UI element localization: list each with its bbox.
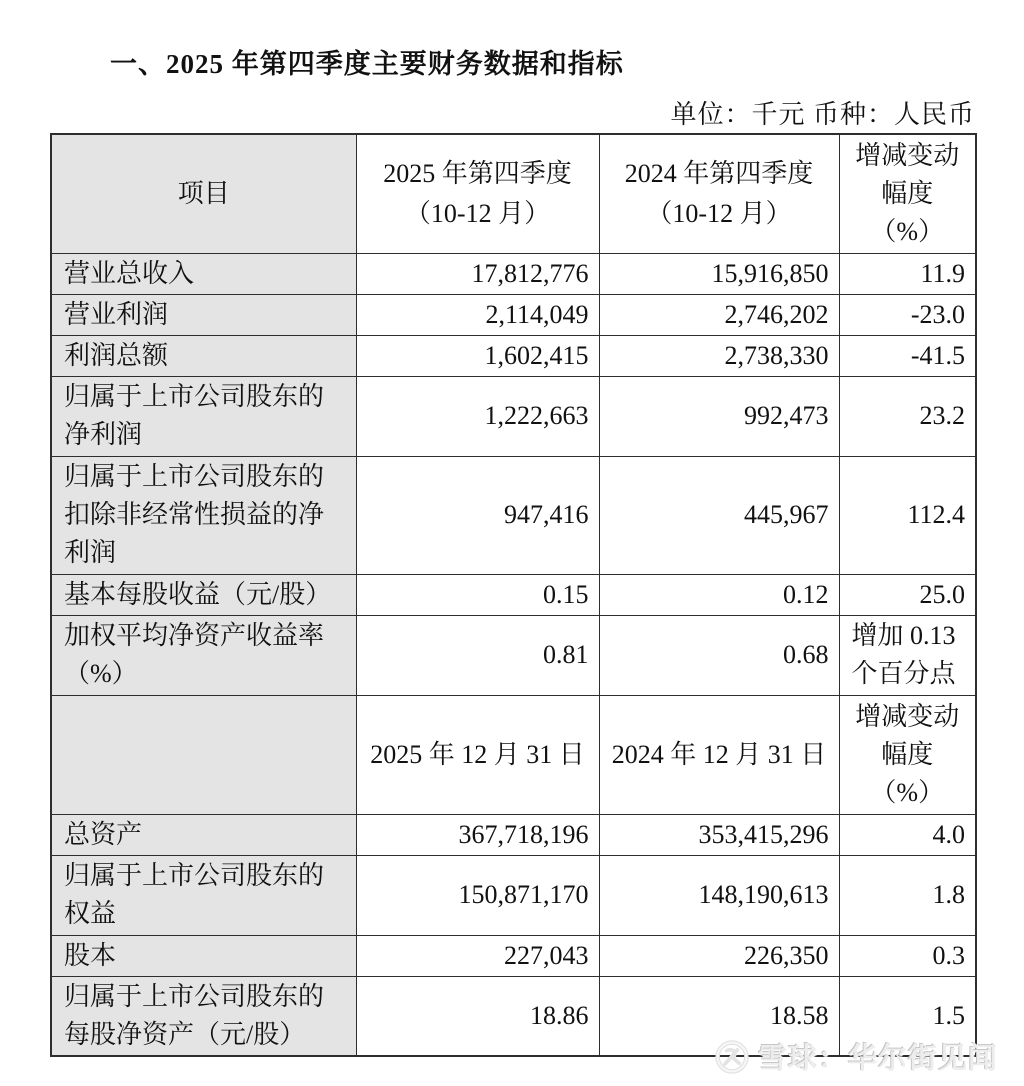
- row-value-2024: 15,916,850: [599, 253, 839, 294]
- row-item-label: 归属于上市公司股东的净利润: [51, 376, 356, 456]
- row-change: 112.4: [839, 456, 976, 574]
- header-line: 幅度: [881, 178, 934, 208]
- unit-note: 单位：千元 币种：人民币: [670, 100, 975, 129]
- row-value-2025: 17,812,776: [356, 253, 599, 294]
- table-row: [51, 376, 976, 456]
- row-value-2025: 947,416: [356, 456, 599, 574]
- header-line: 2025 年 12 月 31 日: [370, 739, 585, 769]
- header-item-label: [51, 695, 356, 814]
- table-row: [51, 855, 976, 935]
- table-row: [51, 615, 976, 695]
- row-value-2024: 992,473: [599, 376, 839, 456]
- row-item-label: 营业总收入: [51, 253, 356, 294]
- row-item-label: 股本: [51, 935, 356, 976]
- table-header-row-quarter: [51, 134, 976, 253]
- row-value-2025: 0.15: [356, 574, 599, 615]
- table-row: [51, 456, 976, 574]
- row-item-label: 归属于上市公司股东的权益: [51, 855, 356, 935]
- header-line: 2024 年第四季度: [624, 158, 814, 188]
- row-value-2025: 150,871,170: [356, 855, 599, 935]
- row-value-2024: 445,967: [599, 456, 839, 574]
- table-row: [51, 335, 976, 376]
- table-row: [51, 294, 976, 335]
- header-line: 2024 年 12 月 31 日: [611, 739, 827, 769]
- row-value-2025: 1,602,415: [356, 335, 599, 376]
- table-row: [51, 814, 976, 855]
- row-change: 0.3: [839, 935, 976, 976]
- row-item-label: 归属于上市公司股东的扣除非经常性损益的净利润: [51, 456, 356, 574]
- header-2025-date: [356, 695, 599, 814]
- row-value-2024: 353,415,296: [599, 814, 839, 855]
- page-title: 一、2025 年第四季度主要财务数据和指标: [110, 49, 624, 79]
- financial-table: [50, 133, 977, 1057]
- row-value-2024: 18.58: [599, 976, 839, 1056]
- table-row: [51, 976, 976, 1056]
- row-item-label: 加权平均净资产收益率（%）: [51, 615, 356, 695]
- header-2025-q4: [356, 134, 599, 253]
- header-line: （10-12 月）: [404, 198, 551, 228]
- header-change-pct: [839, 134, 976, 253]
- header-2024-date: [599, 695, 839, 814]
- row-value-2024: 0.68: [599, 615, 839, 695]
- header-line: 2025 年第四季度: [383, 158, 572, 188]
- header-change-pct: [839, 695, 976, 814]
- header-line: （%）: [870, 777, 945, 807]
- row-value-2025: 367,718,196: [356, 814, 599, 855]
- row-value-2025: 227,043: [356, 935, 599, 976]
- row-item-label: 利润总额: [51, 335, 356, 376]
- header-line: （%）: [870, 216, 945, 246]
- row-value-2025: 18.86: [356, 976, 599, 1056]
- row-change: 23.2: [839, 376, 976, 456]
- row-item-label: 总资产: [51, 814, 356, 855]
- table-row: [51, 935, 976, 976]
- row-change: -23.0: [839, 294, 976, 335]
- header-item-label: 项目: [51, 134, 356, 253]
- row-item-label: 营业利润: [51, 294, 356, 335]
- row-value-2024: 148,190,613: [599, 855, 839, 935]
- row-value-2024: 0.12: [599, 574, 839, 615]
- header-line: 增减变动: [855, 701, 960, 731]
- header-line: 幅度: [881, 739, 934, 769]
- row-change: 25.0: [839, 574, 976, 615]
- row-item-label: 基本每股收益（元/股）: [51, 574, 356, 615]
- row-change: 1.5: [839, 976, 976, 1056]
- header-line: （10-12 月）: [646, 198, 792, 228]
- row-item-label: 归属于上市公司股东的每股净资产（元/股）: [51, 976, 356, 1056]
- row-change: 增加 0.13 个百分点: [839, 615, 976, 695]
- watermark-text: 雪球：华尔街见闻: [758, 1043, 999, 1075]
- row-value-2025: 0.81: [356, 615, 599, 695]
- table-row: [51, 253, 976, 294]
- row-change: -41.5: [839, 335, 976, 376]
- row-change: 4.0: [839, 814, 976, 855]
- row-value-2025: 1,222,663: [356, 376, 599, 456]
- table-row: [51, 574, 976, 615]
- header-2024-q4: [599, 134, 839, 253]
- header-line: 增减变动: [855, 140, 960, 170]
- row-value-2024: 2,746,202: [599, 294, 839, 335]
- row-change: 1.8: [839, 855, 976, 935]
- row-change: 11.9: [839, 253, 976, 294]
- row-value-2025: 2,114,049: [356, 294, 599, 335]
- row-value-2024: 226,350: [599, 935, 839, 976]
- row-value-2024: 2,738,330: [599, 335, 839, 376]
- table-header-row-date: [51, 695, 976, 814]
